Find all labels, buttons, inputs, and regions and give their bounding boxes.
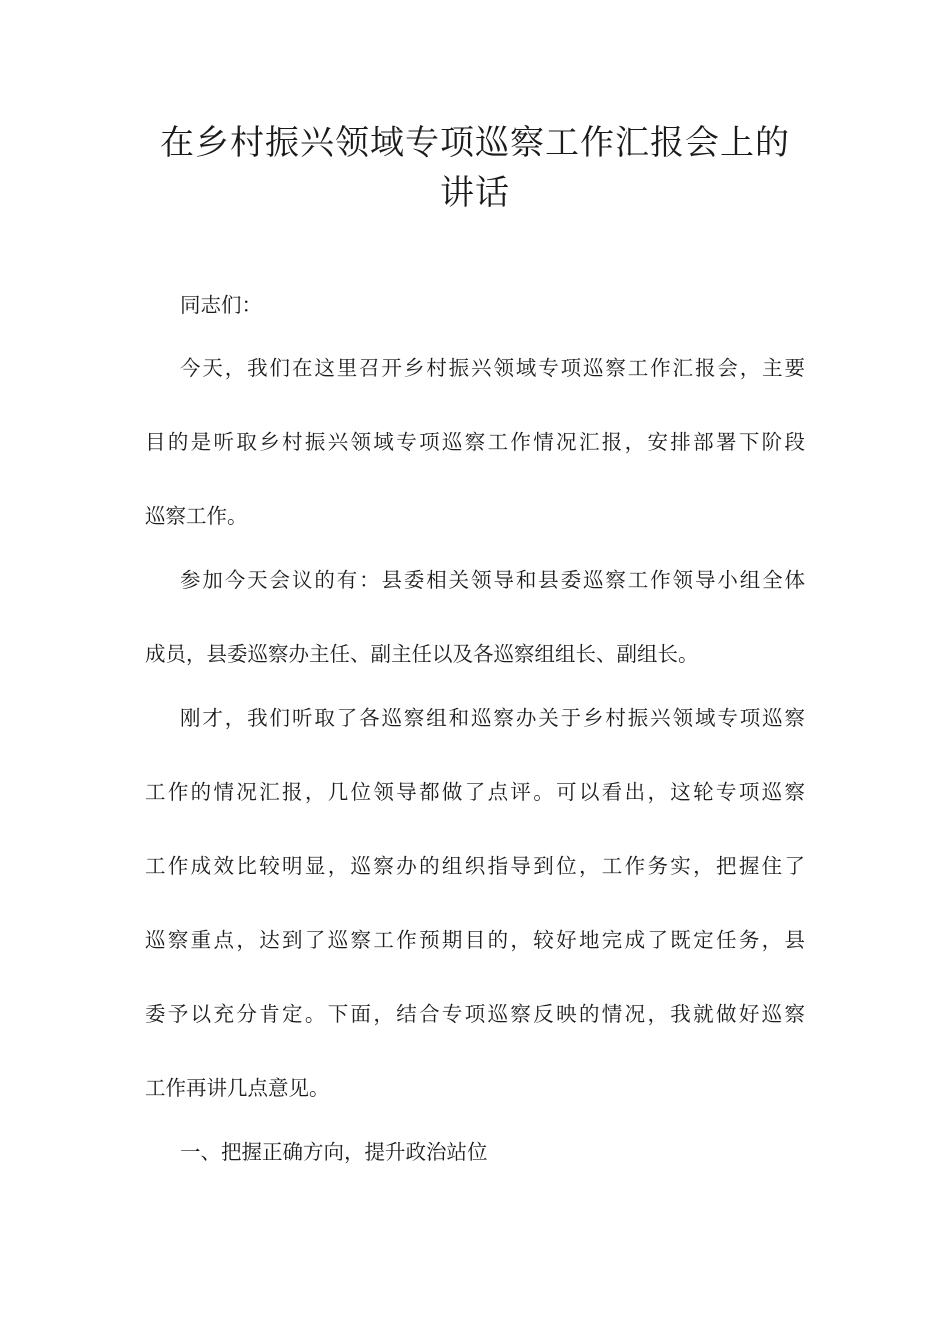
paragraph-3-line-2: 工作的情况汇报，几位领导都做了点评。可以看出，这轮专项巡察 <box>145 780 805 804</box>
paragraph-1-line-1: 今天，我们在这里召开乡村振兴领域专项巡察工作汇报会，主要 <box>180 356 805 380</box>
document-title-line-1: 在乡村振兴领域专项巡察工作汇报会上的 <box>160 123 790 163</box>
paragraph-2-line-1: 参加今天会议的有：县委相关领导和县委巡察工作领导小组全体 <box>180 568 805 592</box>
section-heading-1: 一、把握正确方向，提升政治站位 <box>180 1140 488 1164</box>
paragraph-3-line-4: 巡察重点，达到了巡察工作预期目的，较好地完成了既定任务，县 <box>145 928 805 952</box>
paragraph-2-line-2: 成员，县委巡察办主任、副主任以及各巡察组组长、副组长。 <box>145 642 699 666</box>
paragraph-1-line-3: 巡察工作。 <box>145 504 248 528</box>
document-title-line-2: 讲话 <box>440 173 510 213</box>
salutation: 同志们： <box>180 293 262 317</box>
paragraph-3-line-1: 刚才，我们听取了各巡察组和巡察办关于乡村振兴领域专项巡察 <box>180 706 805 730</box>
paragraph-3-line-6: 工作再讲几点意见。 <box>145 1076 330 1100</box>
paragraph-1-line-2: 目的是听取乡村振兴领域专项巡察工作情况汇报，安排部署下阶段 <box>145 430 805 454</box>
paragraph-3-line-5: 委予以充分肯定。下面，结合专项巡察反映的情况，我就做好巡察 <box>145 1002 805 1026</box>
paragraph-3-line-3: 工作成效比较明显，巡察办的组织指导到位，工作务实，把握住了 <box>145 854 805 878</box>
